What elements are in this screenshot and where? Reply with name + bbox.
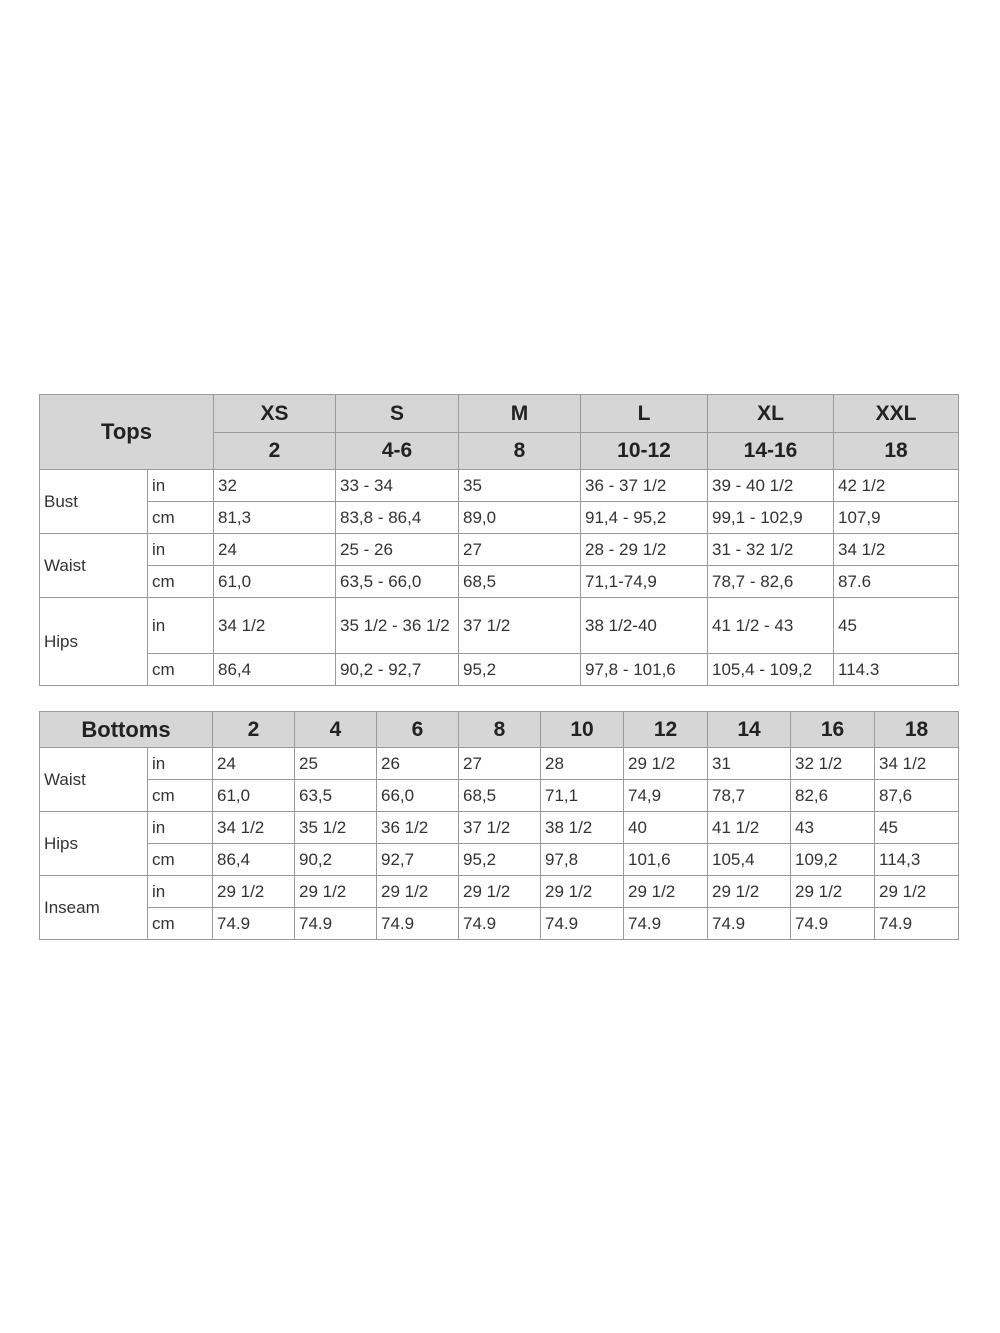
tops-title: Tops bbox=[40, 395, 214, 470]
bottoms-value-cell: 68,5 bbox=[459, 780, 541, 812]
tops-value-cell: 105,4 - 109,2 bbox=[708, 654, 834, 686]
tops-value-cell: 27 bbox=[459, 534, 581, 566]
tops-size-letter: XS bbox=[214, 395, 336, 433]
bottoms-value-cell: 24 bbox=[213, 748, 295, 780]
bottoms-value-cell: 28 bbox=[541, 748, 624, 780]
tops-value-cell: 114.3 bbox=[834, 654, 959, 686]
tops-value-cell: 39 - 40 1/2 bbox=[708, 470, 834, 502]
bottoms-value-cell: 29 1/2 bbox=[459, 876, 541, 908]
tops-value-cell: 95,2 bbox=[459, 654, 581, 686]
tops-size-letter: L bbox=[581, 395, 708, 433]
tops-size-table bbox=[39, 394, 959, 686]
bottoms-value-cell: 105,4 bbox=[708, 844, 791, 876]
tops-value-cell: 37 1/2 bbox=[459, 598, 581, 654]
tops-value-cell: 81,3 bbox=[214, 502, 336, 534]
tops-value-cell: 34 1/2 bbox=[834, 534, 959, 566]
tops-value-cell: 63,5 - 66,0 bbox=[336, 566, 459, 598]
tops-table-body bbox=[40, 395, 959, 686]
bottoms-value-cell: 63,5 bbox=[295, 780, 377, 812]
bottoms-size: 12 bbox=[624, 712, 708, 748]
tops-unit-label: in bbox=[148, 534, 214, 566]
bottoms-size: 16 bbox=[791, 712, 875, 748]
tops-value-cell: 38 1/2-40 bbox=[581, 598, 708, 654]
bottoms-value-cell: 74.9 bbox=[791, 908, 875, 940]
tops-value-cell: 86,4 bbox=[214, 654, 336, 686]
tops-measurement-row bbox=[40, 470, 959, 502]
tops-value-cell: 87.6 bbox=[834, 566, 959, 598]
bottoms-unit-label: in bbox=[148, 748, 213, 780]
bottoms-size: 8 bbox=[459, 712, 541, 748]
bottoms-measurement-row bbox=[40, 748, 959, 780]
bottoms-size: 18 bbox=[875, 712, 959, 748]
tops-value-cell: 41 1/2 - 43 bbox=[708, 598, 834, 654]
bottoms-value-cell: 34 1/2 bbox=[875, 748, 959, 780]
bottoms-value-cell: 29 1/2 bbox=[708, 876, 791, 908]
bottoms-value-cell: 90,2 bbox=[295, 844, 377, 876]
bottoms-measurement-label: Hips bbox=[40, 812, 148, 876]
tops-unit-label: cm bbox=[148, 502, 214, 534]
bottoms-value-cell: 61,0 bbox=[213, 780, 295, 812]
bottoms-value-cell: 29 1/2 bbox=[295, 876, 377, 908]
bottoms-size-table bbox=[39, 711, 959, 940]
tops-value-cell: 33 - 34 bbox=[336, 470, 459, 502]
tops-size-number: 4-6 bbox=[336, 433, 459, 470]
bottoms-value-cell: 43 bbox=[791, 812, 875, 844]
bottoms-measurement-row bbox=[40, 844, 959, 876]
bottoms-value-cell: 29 1/2 bbox=[875, 876, 959, 908]
bottoms-unit-label: cm bbox=[148, 908, 213, 940]
tops-measurement-row bbox=[40, 534, 959, 566]
bottoms-value-cell: 114,3 bbox=[875, 844, 959, 876]
bottoms-size: 14 bbox=[708, 712, 791, 748]
bottoms-value-cell: 86,4 bbox=[213, 844, 295, 876]
tops-size-letter: M bbox=[459, 395, 581, 433]
bottoms-value-cell: 29 1/2 bbox=[791, 876, 875, 908]
tops-size-letter: S bbox=[336, 395, 459, 433]
tops-value-cell: 34 1/2 bbox=[214, 598, 336, 654]
bottoms-value-cell: 37 1/2 bbox=[459, 812, 541, 844]
tops-value-cell: 83,8 - 86,4 bbox=[336, 502, 459, 534]
bottoms-title: Bottoms bbox=[40, 712, 213, 748]
bottoms-value-cell: 74.9 bbox=[875, 908, 959, 940]
bottoms-value-cell: 74.9 bbox=[459, 908, 541, 940]
bottoms-value-cell: 74.9 bbox=[708, 908, 791, 940]
bottoms-value-cell: 34 1/2 bbox=[213, 812, 295, 844]
tops-size-number: 14-16 bbox=[708, 433, 834, 470]
bottoms-measurement-row bbox=[40, 780, 959, 812]
bottoms-measurement-row bbox=[40, 876, 959, 908]
tops-value-cell: 71,1-74,9 bbox=[581, 566, 708, 598]
tops-size-letter: XL bbox=[708, 395, 834, 433]
bottoms-value-cell: 31 bbox=[708, 748, 791, 780]
bottoms-value-cell: 87,6 bbox=[875, 780, 959, 812]
tops-value-cell: 90,2 - 92,7 bbox=[336, 654, 459, 686]
tops-value-cell: 68,5 bbox=[459, 566, 581, 598]
tops-size-number: 2 bbox=[214, 433, 336, 470]
tops-measurement-row bbox=[40, 654, 959, 686]
bottoms-measurement-row bbox=[40, 812, 959, 844]
bottoms-table-body bbox=[40, 712, 959, 940]
tops-unit-label: in bbox=[148, 470, 214, 502]
tops-value-cell: 45 bbox=[834, 598, 959, 654]
bottoms-value-cell: 97,8 bbox=[541, 844, 624, 876]
bottoms-value-cell: 74.9 bbox=[624, 908, 708, 940]
bottoms-value-cell: 27 bbox=[459, 748, 541, 780]
tops-unit-label: cm bbox=[148, 654, 214, 686]
bottoms-value-cell: 35 1/2 bbox=[295, 812, 377, 844]
bottoms-value-cell: 29 1/2 bbox=[377, 876, 459, 908]
bottoms-value-cell: 29 1/2 bbox=[213, 876, 295, 908]
bottoms-value-cell: 82,6 bbox=[791, 780, 875, 812]
tops-value-cell: 89,0 bbox=[459, 502, 581, 534]
bottoms-value-cell: 45 bbox=[875, 812, 959, 844]
bottoms-value-cell: 38 1/2 bbox=[541, 812, 624, 844]
tops-unit-label: in bbox=[148, 598, 214, 654]
tops-value-cell: 31 - 32 1/2 bbox=[708, 534, 834, 566]
tops-value-cell: 91,4 - 95,2 bbox=[581, 502, 708, 534]
bottoms-value-cell: 29 1/2 bbox=[624, 748, 708, 780]
tops-value-cell: 97,8 - 101,6 bbox=[581, 654, 708, 686]
tops-value-cell: 24 bbox=[214, 534, 336, 566]
bottoms-value-cell: 32 1/2 bbox=[791, 748, 875, 780]
bottoms-value-cell: 109,2 bbox=[791, 844, 875, 876]
tops-value-cell: 42 1/2 bbox=[834, 470, 959, 502]
tops-value-cell: 25 - 26 bbox=[336, 534, 459, 566]
bottoms-value-cell: 74.9 bbox=[377, 908, 459, 940]
bottoms-value-cell: 41 1/2 bbox=[708, 812, 791, 844]
bottoms-value-cell: 74.9 bbox=[541, 908, 624, 940]
bottoms-value-cell: 95,2 bbox=[459, 844, 541, 876]
tops-value-cell: 32 bbox=[214, 470, 336, 502]
bottoms-value-cell: 36 1/2 bbox=[377, 812, 459, 844]
bottoms-unit-label: in bbox=[148, 876, 213, 908]
bottoms-size: 10 bbox=[541, 712, 624, 748]
bottoms-value-cell: 40 bbox=[624, 812, 708, 844]
tops-size-number: 8 bbox=[459, 433, 581, 470]
bottoms-value-cell: 74.9 bbox=[213, 908, 295, 940]
tops-measurement-label: Hips bbox=[40, 598, 148, 686]
bottoms-value-cell: 101,6 bbox=[624, 844, 708, 876]
bottoms-value-cell: 29 1/2 bbox=[541, 876, 624, 908]
tops-value-cell: 99,1 - 102,9 bbox=[708, 502, 834, 534]
bottoms-value-cell: 74,9 bbox=[624, 780, 708, 812]
tops-measurement-row bbox=[40, 502, 959, 534]
bottoms-value-cell: 66,0 bbox=[377, 780, 459, 812]
bottoms-measurement-label: Waist bbox=[40, 748, 148, 812]
tops-measurement-label: Bust bbox=[40, 470, 148, 534]
tops-measurement-label: Waist bbox=[40, 534, 148, 598]
bottoms-value-cell: 29 1/2 bbox=[624, 876, 708, 908]
tops-letter-size-row bbox=[40, 395, 959, 433]
tops-value-cell: 107,9 bbox=[834, 502, 959, 534]
tops-value-cell: 36 - 37 1/2 bbox=[581, 470, 708, 502]
tops-unit-label: cm bbox=[148, 566, 214, 598]
bottoms-value-cell: 92,7 bbox=[377, 844, 459, 876]
tops-value-cell: 28 - 29 1/2 bbox=[581, 534, 708, 566]
bottoms-measurement-label: Inseam bbox=[40, 876, 148, 940]
tops-measurement-row bbox=[40, 598, 959, 654]
bottoms-measurement-row bbox=[40, 908, 959, 940]
bottoms-size-row bbox=[40, 712, 959, 748]
tops-size-number: 18 bbox=[834, 433, 959, 470]
bottoms-size: 6 bbox=[377, 712, 459, 748]
bottoms-value-cell: 25 bbox=[295, 748, 377, 780]
bottoms-unit-label: in bbox=[148, 812, 213, 844]
bottoms-value-cell: 74.9 bbox=[295, 908, 377, 940]
tops-value-cell: 35 1/2 - 36 1/2 bbox=[336, 598, 459, 654]
bottoms-size: 2 bbox=[213, 712, 295, 748]
tops-value-cell: 78,7 - 82,6 bbox=[708, 566, 834, 598]
bottoms-value-cell: 26 bbox=[377, 748, 459, 780]
bottoms-value-cell: 78,7 bbox=[708, 780, 791, 812]
tops-value-cell: 61,0 bbox=[214, 566, 336, 598]
tops-value-cell: 35 bbox=[459, 470, 581, 502]
bottoms-unit-label: cm bbox=[148, 844, 213, 876]
tops-size-letter: XXL bbox=[834, 395, 959, 433]
bottoms-unit-label: cm bbox=[148, 780, 213, 812]
bottoms-size: 4 bbox=[295, 712, 377, 748]
tops-size-number: 10-12 bbox=[581, 433, 708, 470]
tops-measurement-row bbox=[40, 566, 959, 598]
bottoms-value-cell: 71,1 bbox=[541, 780, 624, 812]
